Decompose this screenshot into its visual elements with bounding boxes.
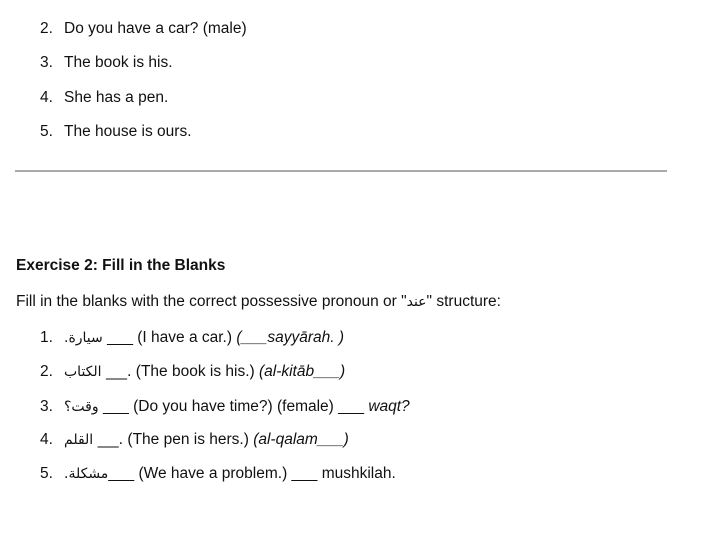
fill-blank-item <box>40 328 344 348</box>
item-blank: ___ <box>98 398 134 415</box>
item-number: 4. <box>40 431 53 448</box>
item-english: (We have a problem.) ___ mushkilah. <box>138 465 396 482</box>
fill-blank-item <box>40 397 410 417</box>
item-number: 1. <box>40 329 53 346</box>
clipped-list-item <box>28 0 268 3</box>
instruction-arabic-word: عند <box>406 294 427 310</box>
exercise-instruction <box>16 292 501 312</box>
item-transliteration: (___sayyārah. ) <box>236 329 345 346</box>
item-arabic: سيارة. <box>64 330 103 346</box>
item-english: (I have a car.) <box>137 329 237 346</box>
item-arabic: مشكلة. <box>64 466 109 482</box>
item-arabic: .___ القلم <box>64 432 124 448</box>
fill-blank-item <box>40 464 396 484</box>
list-item <box>40 88 168 108</box>
instruction-text-start: Fill in the blanks with the correct possessive pronoun or " <box>16 293 407 310</box>
item-transliteration: (al-qalam___) <box>253 431 349 448</box>
item-transliteration: (al-kitāb___) <box>258 363 346 380</box>
item-number: 5. <box>40 465 53 482</box>
item-blank: ___ <box>102 329 138 346</box>
item-number: 2. <box>40 363 53 380</box>
list-item-number: 4. <box>40 89 53 106</box>
item-arabic: .___ الكتاب <box>64 364 132 380</box>
list-item-number: 5. <box>40 123 53 140</box>
fill-blank-item <box>40 430 349 450</box>
item-number: 3. <box>40 398 53 415</box>
list-item-text: The house is ours. <box>64 123 192 140</box>
list-item-text: She has a pen. <box>64 89 169 106</box>
exercise-heading: Exercise 2: Fill in the Blanks <box>16 257 226 274</box>
list-item <box>40 122 192 142</box>
item-english: (The pen is hers.) <box>127 431 254 448</box>
list-item <box>40 53 173 73</box>
fill-blank-item <box>40 362 345 382</box>
list-item-text: Do you have a car? (male) <box>64 20 247 37</box>
item-english: (Do you have time?) (female) ___ <box>133 398 369 415</box>
item-english: (The book is his.) <box>135 363 259 380</box>
list-item-text: The book is his. <box>64 54 173 71</box>
list-item <box>40 19 247 39</box>
list-item-number: 3. <box>40 54 53 71</box>
item-arabic: وقت؟ <box>64 399 99 415</box>
item-transliteration: waqt? <box>368 398 410 415</box>
list-item-number: 2. <box>40 20 53 37</box>
instruction-text-end: " structure: <box>426 293 501 310</box>
item-blank: ___ <box>108 465 139 482</box>
section-divider <box>15 170 667 172</box>
